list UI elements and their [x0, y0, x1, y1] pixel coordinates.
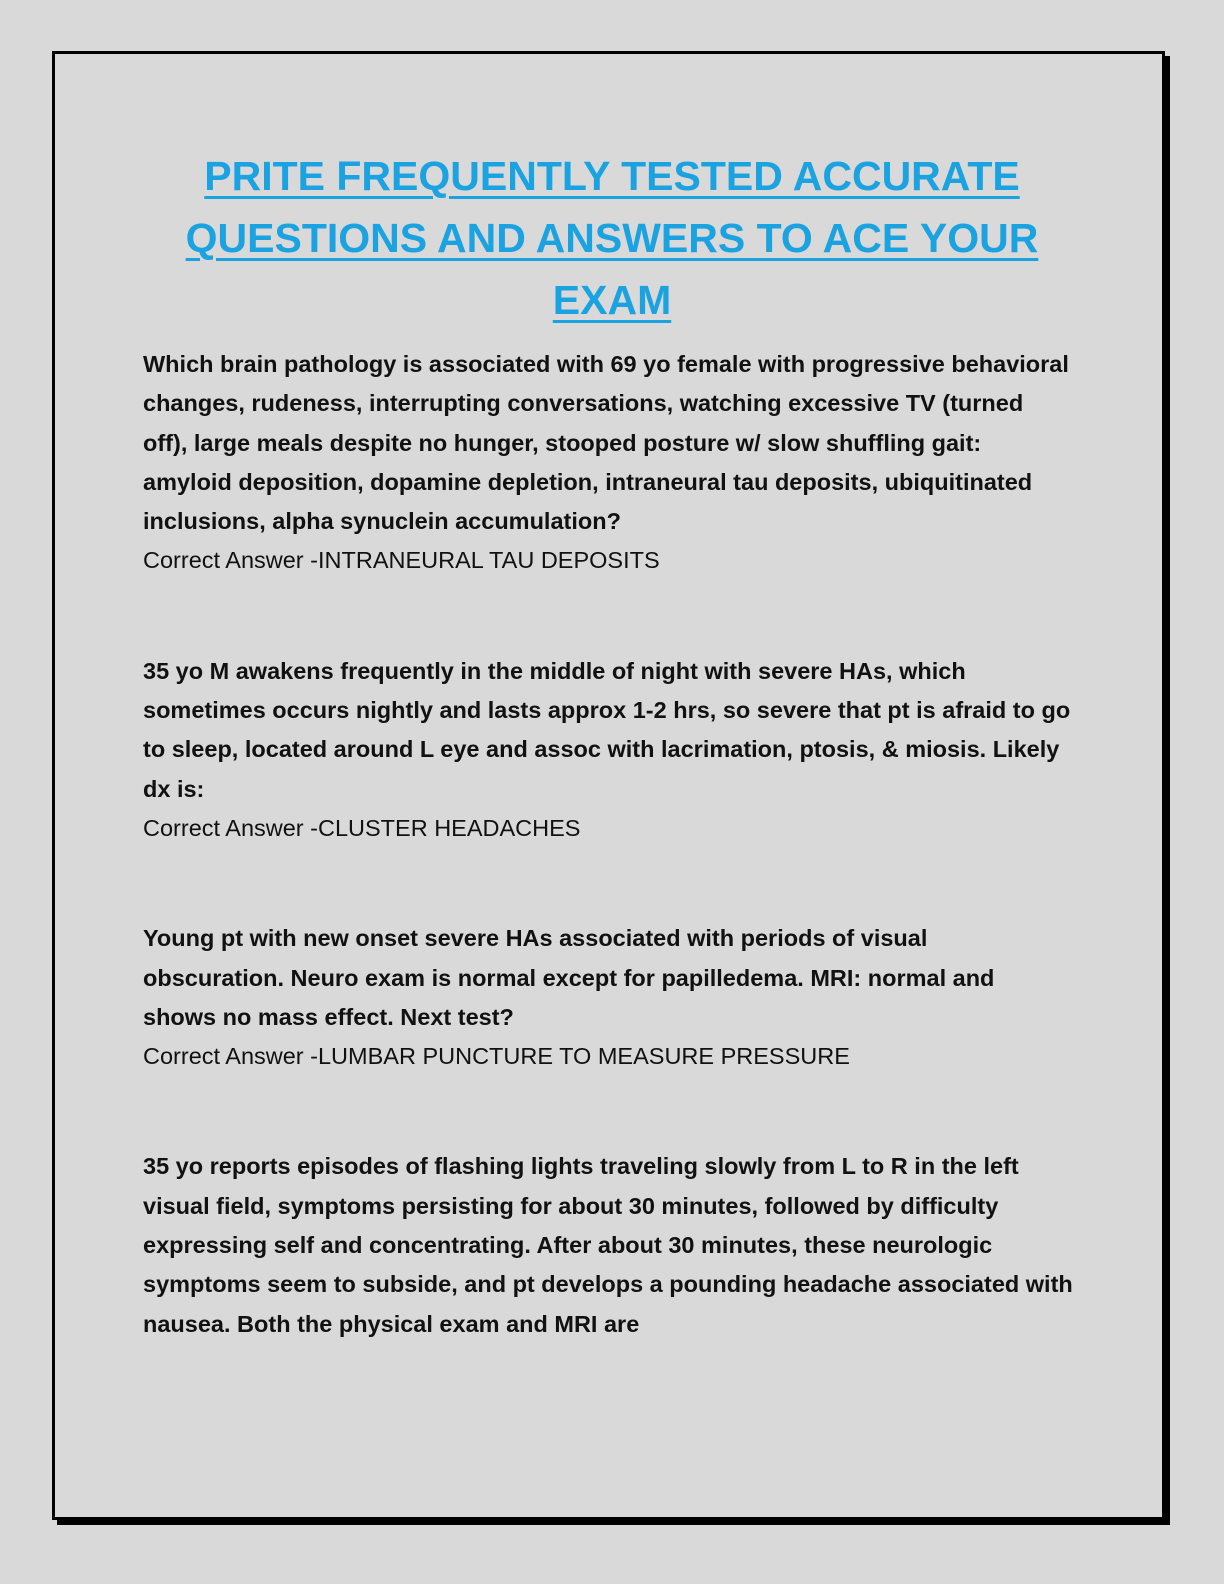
qa-item — [143, 652, 1073, 848]
answer-text: Correct Answer -LUMBAR PUNCTURE TO MEASURE PRESSURE — [143, 1043, 850, 1070]
qa-item — [143, 919, 1073, 1076]
qa-list — [143, 345, 1073, 1415]
qa-item — [143, 345, 1073, 581]
question-text: Young pt with new onset severe HAs associated with periods of visual obscuration. Neuro exam is normal except for papilledema. MRI: normal and shows no mass effect. Next test? — [143, 925, 995, 1030]
question-text: 35 yo reports episodes of flashing lights traveling slowly from L to R in the left visual field, symptoms persisting for about 30 minutes, followed by difficulty expressing self and concentrating. After about 30 minutes, these neurologic symptoms seem to subside, and pt develops a pounding headache associated with nausea. Both the physical exam and MRI are — [143, 1153, 1073, 1337]
qa-item — [143, 1147, 1073, 1343]
question-text: Which brain pathology is associated with 69 yo female with progressive behavioral changes, rudeness, interrupting conversations, watching excessive TV (turned off), large meals despite no hunger, stooped posture w/ slow shuffling gait: amyloid deposition, dopamine depletion, intraneural tau deposits, ubiquitinated inclusions, alpha synuclein accumulation? — [143, 351, 1069, 535]
question-text: 35 yo M awakens frequently in the middle of night with severe HAs, which sometimes occurs nightly and lasts approx 1-2 hrs, so severe that pt is afraid to go to sleep, located around L eye and assoc with lacrimation, ptosis, & miosis. Likely dx is: — [143, 657, 1071, 802]
answer-text: Correct Answer -INTRANEURAL TAU DEPOSITS — [143, 547, 660, 574]
document-title: PRITE FREQUENTLY TESTED ACCURATE QUESTIONS AND ANSWERS TO ACE YOUR EXAM — [185, 153, 1039, 323]
answer-text: Correct Answer -CLUSTER HEADACHES — [143, 814, 581, 841]
